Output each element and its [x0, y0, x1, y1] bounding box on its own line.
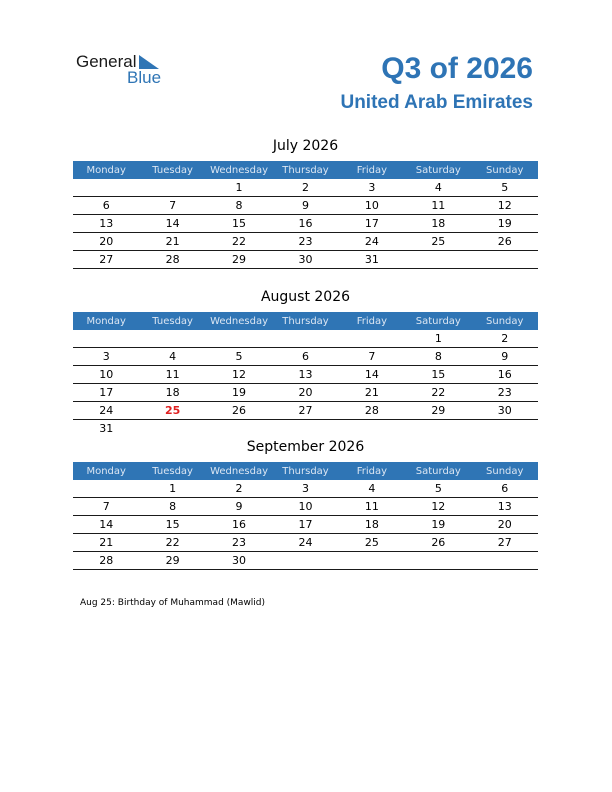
- month-september: [73, 438, 538, 570]
- day-cell: 26: [497, 235, 512, 248]
- weekday-label: Wednesday: [210, 465, 268, 477]
- weekday-label: Tuesday: [152, 315, 193, 327]
- day-cell: 12: [232, 368, 247, 381]
- day-cell: 9: [235, 500, 243, 513]
- day-cell: 9: [301, 199, 309, 212]
- week-row: [73, 420, 538, 437]
- weekday-label: Wednesday: [210, 315, 268, 327]
- day-cell: 21: [99, 536, 114, 549]
- week-row: [73, 233, 538, 251]
- day-cell: 6: [501, 482, 509, 495]
- day-cell: 13: [298, 368, 313, 381]
- day-cell: 30: [232, 554, 247, 567]
- logo-text-blue: Blue: [127, 68, 162, 87]
- day-cell: 18: [431, 217, 446, 230]
- week-row: [73, 215, 538, 233]
- day-cell: 19: [431, 518, 446, 531]
- day-cell: 3: [102, 350, 110, 363]
- weekday-label: Thursday: [282, 465, 329, 477]
- day-cell: 19: [232, 386, 247, 399]
- day-cell: 25: [364, 536, 379, 549]
- day-cell: 4: [434, 181, 442, 194]
- day-cell: 17: [364, 217, 379, 230]
- weekday-label: Sunday: [486, 315, 524, 327]
- week-row: [73, 498, 538, 516]
- weekday-header: [73, 462, 538, 480]
- week-row: [73, 384, 538, 402]
- day-cell: 29: [232, 253, 247, 266]
- month-july: [73, 137, 538, 269]
- weekday-label: Tuesday: [152, 465, 193, 477]
- weekday-label: Friday: [356, 315, 388, 327]
- day-cell: 2: [501, 332, 509, 345]
- day-cell: 9: [501, 350, 509, 363]
- day-cell: 14: [165, 217, 180, 230]
- month-title: September 2026: [246, 439, 365, 455]
- day-cell: 7: [102, 500, 110, 513]
- weekday-header: [73, 161, 538, 179]
- logo: [76, 52, 176, 88]
- day-cell: 5: [235, 350, 243, 363]
- month-title: July 2026: [272, 138, 339, 154]
- day-cell: 1: [169, 482, 177, 495]
- day-cell: 18: [364, 518, 379, 531]
- weekday-label: Thursday: [282, 315, 329, 327]
- day-cell: 6: [301, 350, 309, 363]
- day-cell: 22: [431, 386, 446, 399]
- day-cell: 29: [431, 404, 446, 417]
- day-cell: 24: [364, 235, 379, 248]
- weekday-label: Tuesday: [152, 164, 193, 176]
- day-cell: 11: [165, 368, 180, 381]
- day-cell: 10: [364, 199, 379, 212]
- day-cell: 11: [364, 500, 379, 513]
- day-cell: 5: [434, 482, 442, 495]
- weekday-label: Thursday: [282, 164, 329, 176]
- day-cell: 8: [169, 500, 177, 513]
- day-cell: 16: [298, 217, 313, 230]
- country-subtitle: United Arab Emirates: [340, 92, 533, 113]
- day-cell: 23: [232, 536, 247, 549]
- week-row: [73, 197, 538, 215]
- day-cell: 10: [298, 500, 313, 513]
- weekday-label: Sunday: [486, 164, 524, 176]
- weekday-header: [73, 312, 538, 330]
- day-cell: 20: [298, 386, 313, 399]
- day-cell: 14: [99, 518, 114, 531]
- day-cell: 19: [497, 217, 512, 230]
- day-cell: 15: [431, 368, 446, 381]
- day-cell: 1: [235, 181, 243, 194]
- day-cell: 14: [364, 368, 379, 381]
- day-cell: 23: [497, 386, 512, 399]
- week-row: [73, 480, 538, 498]
- day-cell: 30: [497, 404, 512, 417]
- weekday-label: Friday: [356, 164, 388, 176]
- day-cell: 4: [169, 350, 177, 363]
- day-cell: 4: [368, 482, 376, 495]
- day-cell: 17: [298, 518, 313, 531]
- day-cell: 22: [165, 536, 180, 549]
- day-cell: 18: [165, 386, 180, 399]
- day-cell: 12: [431, 500, 446, 513]
- day-cell: 24: [298, 536, 313, 549]
- day-cell: 21: [165, 235, 180, 248]
- day-cell: 27: [497, 536, 512, 549]
- day-cell: 2: [235, 482, 243, 495]
- week-row: [73, 534, 538, 552]
- day-cell: 28: [99, 554, 114, 567]
- day-cell: 16: [497, 368, 512, 381]
- day-cell: 25: [164, 404, 181, 417]
- day-cell: 3: [301, 482, 309, 495]
- day-cell: 15: [232, 217, 247, 230]
- day-cell: 30: [298, 253, 313, 266]
- day-cell: 7: [368, 350, 376, 363]
- day-cell: 17: [99, 386, 114, 399]
- day-cell: 10: [99, 368, 114, 381]
- day-cell: 27: [298, 404, 313, 417]
- day-cell: 2: [301, 181, 309, 194]
- day-cell: 26: [232, 404, 247, 417]
- day-cell: 31: [364, 253, 379, 266]
- day-cell: 15: [165, 518, 180, 531]
- weekday-label: Saturday: [415, 164, 461, 176]
- day-cell: 5: [501, 181, 509, 194]
- week-row: [73, 348, 538, 366]
- month-title: August 2026: [260, 289, 351, 305]
- day-cell: 20: [99, 235, 114, 248]
- weekday-label: Friday: [356, 465, 388, 477]
- day-cell: 31: [99, 422, 114, 435]
- weekday-label: Sunday: [486, 465, 524, 477]
- day-cell: 3: [368, 181, 376, 194]
- day-cell: 13: [99, 217, 114, 230]
- day-cell: 6: [102, 199, 110, 212]
- weekday-label: Monday: [86, 465, 126, 477]
- day-cell: 1: [434, 332, 442, 345]
- day-cell: 8: [434, 350, 442, 363]
- day-cell: 28: [165, 253, 180, 266]
- holiday-note: Aug 25: Birthday of Muhammad (Mawlid): [80, 598, 266, 608]
- month-august: [73, 288, 538, 437]
- week-row: [73, 251, 538, 269]
- day-cell: 28: [364, 404, 379, 417]
- day-cell: 23: [298, 235, 313, 248]
- day-cell: 11: [431, 199, 446, 212]
- weekday-label: Monday: [86, 164, 126, 176]
- page-title: Q3 of 2026: [381, 52, 533, 85]
- weekday-label: Saturday: [415, 465, 461, 477]
- day-cell: 22: [232, 235, 247, 248]
- day-cell: 16: [232, 518, 247, 531]
- week-row: [73, 402, 538, 420]
- weekday-label: Monday: [86, 315, 126, 327]
- day-cell: 12: [497, 199, 512, 212]
- week-row: [73, 516, 538, 534]
- day-cell: 24: [99, 404, 114, 417]
- week-row: [73, 179, 538, 197]
- day-cell: 21: [364, 386, 379, 399]
- week-row: [73, 366, 538, 384]
- day-cell: 29: [165, 554, 180, 567]
- weekday-label: Wednesday: [210, 164, 268, 176]
- logo-text-general: General: [76, 52, 137, 71]
- day-cell: 25: [431, 235, 446, 248]
- week-row: [73, 552, 538, 570]
- day-cell: 7: [169, 199, 177, 212]
- day-cell: 20: [497, 518, 512, 531]
- day-cell: 27: [99, 253, 114, 266]
- day-cell: 8: [235, 199, 243, 212]
- weekday-label: Saturday: [415, 315, 461, 327]
- day-cell: 13: [497, 500, 512, 513]
- week-row: [73, 330, 538, 348]
- day-cell: 26: [431, 536, 446, 549]
